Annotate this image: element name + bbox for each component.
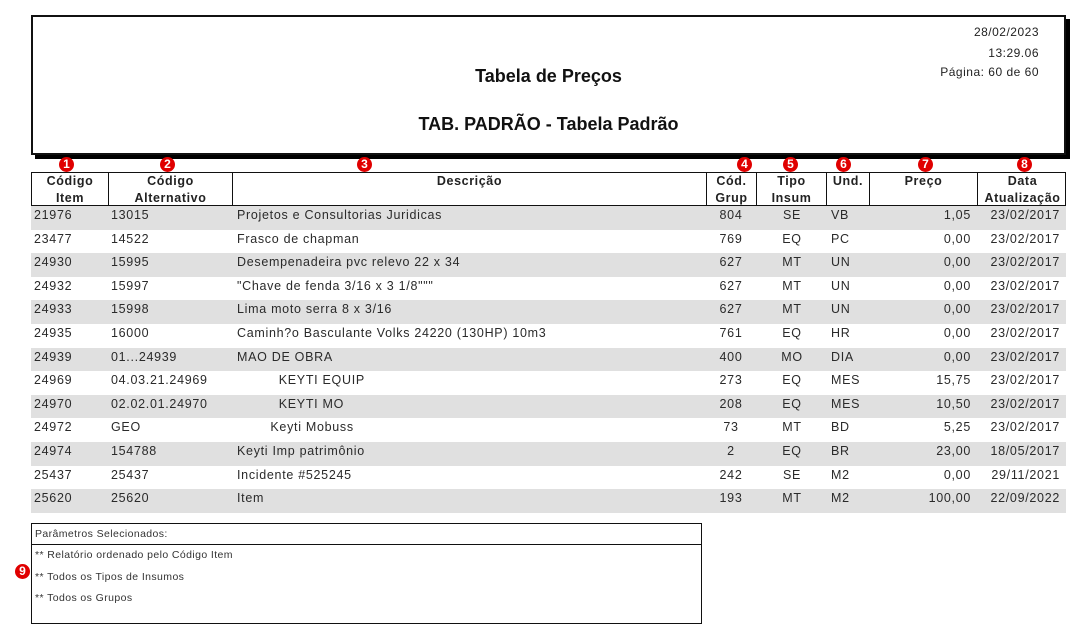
cell-tipo-insumo: EQ bbox=[782, 396, 802, 411]
table-row[interactable] bbox=[31, 442, 1066, 466]
table-header bbox=[31, 172, 1066, 206]
cell-tipo-insumo: MO bbox=[781, 349, 803, 364]
cell-preco: 1,05 bbox=[943, 208, 971, 222]
cell-unidade: BD bbox=[831, 420, 850, 435]
cell-descricao: MAO DE OBRA bbox=[237, 349, 333, 364]
cell-descricao: Keyti Imp patrimônio bbox=[237, 443, 365, 458]
table-row[interactable] bbox=[31, 324, 1066, 348]
annotation-badge-7: 7 bbox=[918, 157, 933, 172]
cell-unidade: MES bbox=[831, 396, 861, 411]
cell-codigo-alternativo: 01...24939 bbox=[111, 349, 178, 364]
cell-data-atualizacao: 22/09/2022 bbox=[990, 491, 1060, 506]
cell-cod-grupo: 73 bbox=[723, 420, 739, 435]
cell-descricao: "Chave de fenda 3/16 x 3 1/8""" bbox=[237, 278, 434, 293]
report-time: 13:29.06 bbox=[988, 46, 1039, 60]
table-row[interactable] bbox=[31, 277, 1066, 301]
cell-unidade: HR bbox=[831, 325, 851, 340]
annotation-badge-1: 1 bbox=[59, 157, 74, 172]
parameter-line: ** Todos os Tipos de Insumos bbox=[35, 570, 185, 583]
cell-unidade: M2 bbox=[831, 491, 850, 506]
annotation-badge-3: 3 bbox=[357, 157, 372, 172]
cell-data-atualizacao: 18/05/2017 bbox=[990, 443, 1060, 458]
cell-cod-grupo: 2 bbox=[727, 443, 735, 458]
cell-data-atualizacao: 23/02/2017 bbox=[990, 396, 1060, 411]
cell-descricao: Lima moto serra 8 x 3/16 bbox=[237, 302, 393, 317]
cell-cod-grupo: 769 bbox=[719, 231, 743, 246]
table-row[interactable] bbox=[31, 418, 1066, 442]
cell-data-atualizacao: 23/02/2017 bbox=[990, 302, 1060, 317]
cell-codigo-item: 24933 bbox=[34, 302, 73, 317]
cell-data-atualizacao: 23/02/2017 bbox=[990, 255, 1060, 270]
cell-descricao: KEYTI EQUIP bbox=[237, 373, 365, 388]
cell-preco: 0,00 bbox=[943, 278, 971, 293]
cell-codigo-alternativo: 25437 bbox=[111, 467, 150, 482]
cell-codigo-item: 24969 bbox=[34, 373, 73, 388]
cell-unidade: M2 bbox=[831, 467, 850, 482]
cell-preco: 0,00 bbox=[943, 255, 971, 270]
cell-tipo-insumo: SE bbox=[782, 467, 802, 482]
cell-codigo-item: 24932 bbox=[34, 278, 73, 293]
parameter-line: ** Todos os Grupos bbox=[35, 592, 133, 604]
col-header-codigo-alternativo[interactable]: Código Alternativo bbox=[109, 173, 233, 206]
cell-tipo-insumo: MT bbox=[782, 420, 802, 435]
cell-descricao: Caminh?o Basculante Volks 24220 (130HP) 10m3 bbox=[237, 325, 547, 340]
table-row[interactable] bbox=[31, 395, 1066, 419]
annotation-badge-6: 6 bbox=[836, 157, 851, 172]
cell-cod-grupo: 208 bbox=[719, 396, 743, 411]
cell-cod-grupo: 242 bbox=[719, 467, 743, 482]
cell-codigo-alternativo: 15998 bbox=[111, 302, 150, 317]
cell-codigo-alternativo: 154788 bbox=[111, 443, 157, 458]
selected-parameters-box bbox=[31, 523, 702, 624]
parameters-heading: Parâmetros Selecionados: bbox=[32, 524, 701, 545]
cell-data-atualizacao: 23/02/2017 bbox=[990, 231, 1060, 246]
cell-codigo-item: 24935 bbox=[34, 325, 73, 340]
table-row[interactable] bbox=[31, 348, 1066, 372]
cell-unidade: BR bbox=[831, 443, 850, 458]
cell-unidade: UN bbox=[831, 255, 851, 270]
annotation-badge-4: 4 bbox=[737, 157, 752, 172]
cell-codigo-alternativo: GEO bbox=[111, 420, 141, 435]
cell-data-atualizacao: 29/11/2021 bbox=[991, 467, 1060, 482]
cell-data-atualizacao: 23/02/2017 bbox=[990, 420, 1060, 435]
annotation-badge-5: 5 bbox=[783, 157, 798, 172]
table-row[interactable] bbox=[31, 253, 1066, 277]
cell-codigo-item: 25620 bbox=[34, 491, 73, 506]
parameter-line: ** Relatório ordenado pelo Código Item bbox=[35, 549, 233, 561]
cell-cod-grupo: 627 bbox=[719, 255, 743, 270]
cell-codigo-item: 21976 bbox=[34, 208, 73, 222]
cell-descricao: Keyti Mobuss bbox=[237, 420, 354, 435]
col-header-data-atualizacao[interactable]: Data Atualização bbox=[984, 174, 1061, 205]
cell-codigo-item: 24974 bbox=[34, 443, 73, 458]
cell-codigo-alternativo: 15997 bbox=[111, 278, 150, 293]
cell-preco: 0,00 bbox=[943, 349, 971, 364]
cell-cod-grupo: 400 bbox=[719, 349, 743, 364]
cell-codigo-item: 24930 bbox=[34, 255, 73, 270]
table-row[interactable] bbox=[31, 230, 1066, 254]
cell-unidade: UN bbox=[831, 302, 851, 317]
cell-codigo-item: 24970 bbox=[34, 396, 73, 411]
cell-codigo-item: 25437 bbox=[34, 467, 73, 482]
col-header-codigo-item[interactable]: Código Item bbox=[32, 173, 109, 206]
cell-preco: 0,00 bbox=[943, 467, 971, 482]
cell-unidade: DIA bbox=[831, 349, 854, 364]
cell-codigo-item: 24939 bbox=[34, 349, 73, 364]
cell-cod-grupo: 804 bbox=[719, 208, 743, 222]
cell-codigo-item: 24972 bbox=[34, 420, 73, 435]
cell-data-atualizacao: 23/02/2017 bbox=[990, 208, 1060, 222]
cell-unidade: UN bbox=[831, 278, 851, 293]
annotation-badge-8: 8 bbox=[1017, 157, 1032, 172]
cell-data-atualizacao: 23/02/2017 bbox=[990, 373, 1060, 388]
col-header-unidade[interactable]: Und. bbox=[827, 173, 870, 206]
cell-codigo-alternativo: 25620 bbox=[111, 491, 150, 506]
cell-tipo-insumo: SE bbox=[782, 208, 802, 222]
cell-descricao: KEYTI MO bbox=[237, 396, 345, 411]
cell-descricao: Incidente #525245 bbox=[237, 467, 352, 482]
report-header bbox=[31, 15, 1066, 155]
cell-descricao: Frasco de chapman bbox=[237, 231, 360, 246]
cell-tipo-insumo: EQ bbox=[782, 443, 802, 458]
table-row[interactable] bbox=[31, 466, 1066, 490]
cell-codigo-alternativo: 04.03.21.24969 bbox=[111, 373, 208, 388]
cell-preco: 100,00 bbox=[928, 491, 971, 506]
table-row[interactable] bbox=[31, 300, 1066, 324]
col-header-tipo-insumo[interactable]: Tipo Insum bbox=[757, 173, 827, 206]
cell-codigo-alternativo: 15995 bbox=[111, 255, 150, 270]
table-row[interactable] bbox=[31, 489, 1066, 513]
cell-descricao: Projetos e Consultorias Juridicas bbox=[237, 208, 443, 222]
table-row[interactable] bbox=[31, 206, 1066, 230]
cell-unidade: MES bbox=[831, 373, 861, 388]
report-title: Tabela de Preços bbox=[475, 66, 622, 86]
annotation-badge-2: 2 bbox=[160, 157, 175, 172]
cell-data-atualizacao: 23/02/2017 bbox=[990, 349, 1060, 364]
cell-preco: 15,75 bbox=[936, 373, 971, 388]
cell-preco: 0,00 bbox=[943, 325, 971, 340]
cell-preco: 23,00 bbox=[936, 443, 971, 458]
cell-tipo-insumo: MT bbox=[782, 302, 802, 317]
cell-tipo-insumo: MT bbox=[782, 278, 802, 293]
cell-cod-grupo: 193 bbox=[719, 491, 743, 506]
cell-descricao: Desempenadeira pvc relevo 22 x 34 bbox=[237, 255, 461, 270]
cell-data-atualizacao: 23/02/2017 bbox=[990, 325, 1060, 340]
cell-codigo-item: 23477 bbox=[34, 231, 73, 246]
cell-preco: 0,00 bbox=[943, 302, 971, 317]
price-table-body bbox=[31, 206, 1066, 513]
cell-unidade: VB bbox=[831, 208, 850, 222]
cell-tipo-insumo: EQ bbox=[782, 325, 802, 340]
report-subtitle: TAB. PADRÃO - Tabela Padrão bbox=[418, 114, 679, 134]
col-header-preco[interactable]: Preço bbox=[870, 173, 978, 206]
cell-cod-grupo: 627 bbox=[719, 278, 743, 293]
cell-data-atualizacao: 23/02/2017 bbox=[990, 278, 1060, 293]
report-date: 28/02/2023 bbox=[973, 25, 1039, 39]
cell-preco: 0,00 bbox=[943, 231, 971, 246]
cell-cod-grupo: 273 bbox=[719, 373, 743, 388]
cell-preco: 10,50 bbox=[936, 396, 971, 411]
cell-tipo-insumo: MT bbox=[782, 491, 802, 506]
cell-tipo-insumo: EQ bbox=[782, 231, 802, 246]
annotation-badge-9: 9 bbox=[15, 564, 30, 579]
col-header-cod-grupo[interactable]: Cód. Grup bbox=[707, 173, 757, 206]
cell-tipo-insumo: MT bbox=[782, 255, 802, 270]
cell-codigo-alternativo: 13015 bbox=[111, 208, 150, 222]
table-row[interactable] bbox=[31, 371, 1066, 395]
cell-cod-grupo: 761 bbox=[719, 325, 743, 340]
cell-codigo-alternativo: 16000 bbox=[111, 325, 150, 340]
cell-tipo-insumo: EQ bbox=[782, 373, 802, 388]
cell-codigo-alternativo: 02.02.01.24970 bbox=[111, 396, 208, 411]
cell-preco: 5,25 bbox=[943, 420, 971, 435]
page-indicator: Página: 60 de 60 bbox=[940, 65, 1039, 79]
cell-codigo-alternativo: 14522 bbox=[111, 231, 150, 246]
cell-descricao: Item bbox=[237, 491, 265, 506]
col-header-descricao[interactable]: Descrição bbox=[233, 173, 707, 206]
cell-cod-grupo: 627 bbox=[719, 302, 743, 317]
cell-unidade: PC bbox=[831, 231, 850, 246]
